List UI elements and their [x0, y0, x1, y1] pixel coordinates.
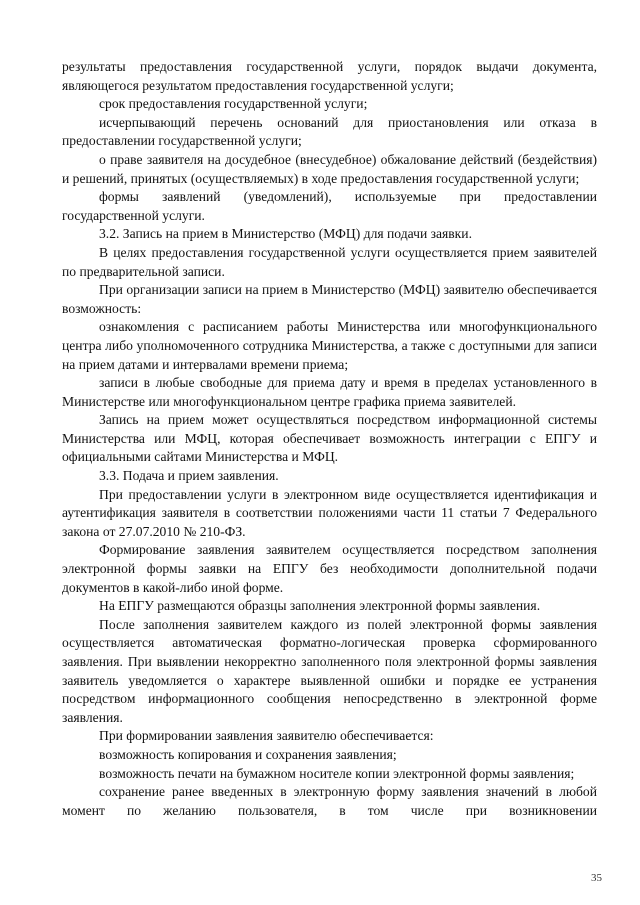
section-heading: 3.3. Подача и прием заявления.	[99, 468, 279, 484]
document-body	[62, 58, 597, 820]
paragraph: При предоставлении услуги в электронном виде осуществляется идентификация и аутентификация заявителя в соответствии положениями части 11 статьи 7 Федерального закона от 27.07.2010 № 210-ФЗ.	[62, 486, 597, 539]
paragraph: о праве заявителя на досудебное (внесудебное) обжалование действий (бездействия) и решений, принятых (осуществляемых) в ходе предоставления государственной услуги;	[62, 151, 597, 186]
paragraph: При организации записи на прием в Министерство (МФЦ) заявителю обеспечивается возможность:	[62, 282, 597, 316]
paragraph: Формирование заявления заявителем осуществляется посредством заполнения электронной формы заявки на ЕПГУ без необходимости дополнительной подачи документов в какой-либо иной форме.	[62, 542, 597, 595]
page-number: 35	[591, 872, 602, 884]
paragraph: При формировании заявления заявителю обеспечивается:	[99, 728, 434, 744]
paragraph: результаты предоставления государственной услуги, порядок выдачи документа, являющегося результатом предоставления государственной услуги;	[62, 59, 597, 93]
paragraph: ознакомления с расписанием работы Министерства или многофункционального центра либо уполномоченного сотрудника Министерства, а также с доступными для записи на прием датами и интервалами времени приема;	[62, 319, 597, 372]
paragraph: сохранение ранее введенных в электронную форму заявления значений в любой момент по желанию пользователя, в том числе при возникновении	[62, 784, 597, 818]
paragraph: На ЕПГУ размещаются образцы заполнения электронной формы заявления.	[99, 598, 541, 614]
paragraph: возможность копирования и сохранения заявления;	[99, 746, 397, 762]
paragraph: формы заявлений (уведомлений), используемые при предоставлении государственной услуги.	[62, 189, 597, 223]
paragraph: исчерпывающий перечень оснований для приостановления или отказа в предоставлении государственной услуги;	[62, 114, 597, 149]
paragraph: возможность печати на бумажном носителе копии электронной формы заявления;	[99, 765, 575, 781]
paragraph: В целях предоставления государственной услуги осуществляется прием заявителей по предварительной записи.	[62, 244, 597, 279]
paragraph: После заполнения заявителем каждого из полей электронной формы заявления осуществляется автоматическая форматно-логическая проверка сформированного заявления. При выявлении некорректно заполненного поля электронной формы заявления заявитель уведомляется о характере выявленной ошибки и порядке ее устранения посредством информационного сообщения непосредственно в электронной форме заявления.	[62, 616, 597, 725]
paragraph: Запись на прием может осуществляться посредством информационной системы Министерства или МФЦ, которая обеспечивает возможность интеграции с ЕПГУ и официальными сайтами Министерства и МФЦ.	[62, 412, 597, 465]
section-heading: 3.2. Запись на прием в Министерство (МФЦ) для подачи заявки.	[99, 226, 472, 242]
paragraph: записи в любые свободные для приема дату и время в пределах установленного в Министерстве или многофункциональном центре графика приема заявителей.	[62, 375, 597, 409]
paragraph: срок предоставления государственной услуги;	[99, 96, 368, 112]
